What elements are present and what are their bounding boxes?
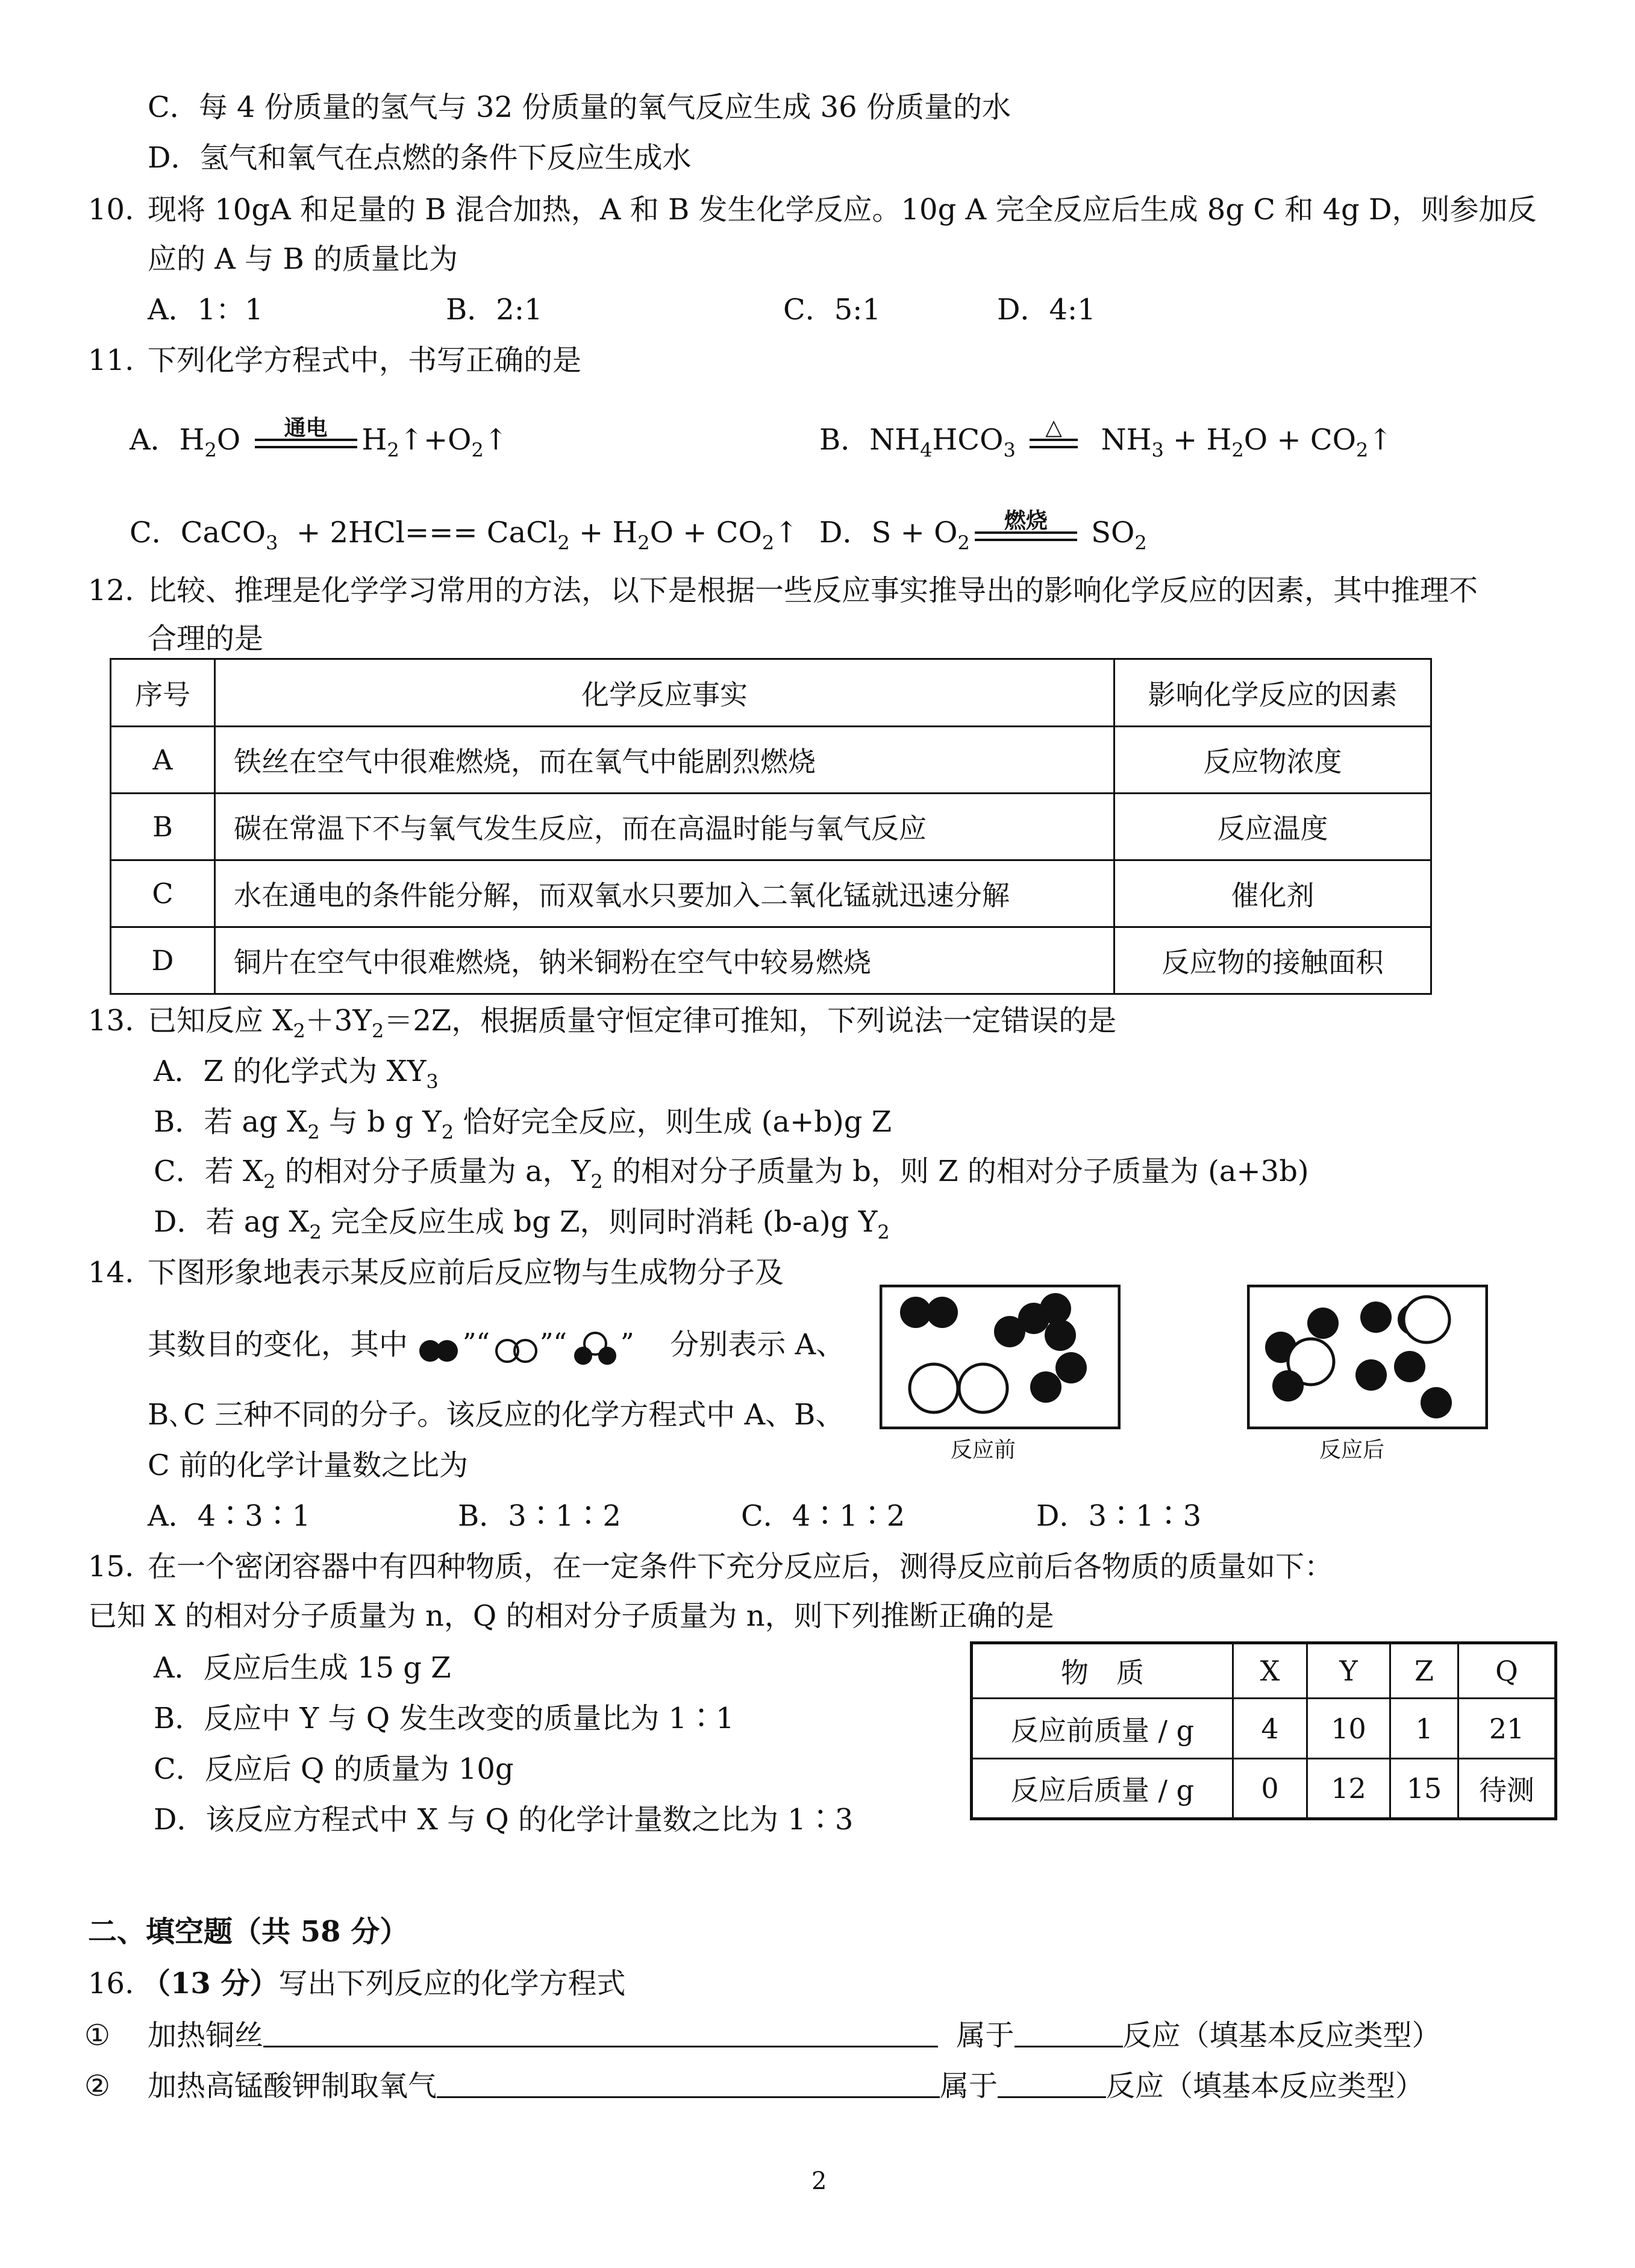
- table-header-row: [972, 1643, 1556, 1699]
- q16-item2: 加热高锰酸钾制取氧气 属于 反应（填基本反应类型）: [148, 2069, 1425, 2103]
- q11-option-c: C．CaCO$_3$ + 2HCl=== CaCl$_2$ + $H_2O$ + $CO_2↑$: [130, 516, 799, 554]
- answer-blank-equation-2[interactable]: [437, 2070, 940, 2098]
- table-cell: C: [111, 860, 215, 927]
- q15-option-d: D．该反应方程式中 X 与 Q 的化学计量数之比为 1∶3: [154, 1803, 854, 1837]
- q13-stem: 已知反应 $X_2+3Y_2=2Z$，根据质量守恒定律可推知，下列说法一定错误的是: [148, 1004, 1117, 1042]
- q13-option-d: D．若 ag $X_2$ 完全反应生成 bg Z，则同时消耗 (b-a)g $Y_2$: [154, 1205, 890, 1244]
- table-cell: 15: [1390, 1759, 1458, 1819]
- q13-option-b: B．若 ag $X_2$ 与 b g $Y_2$ 恰好完全反应，则生成 (a+b)g Z: [154, 1105, 892, 1144]
- q14-stem-line1: 下图形象地表示某反应前后反应物与生成物分子及: [148, 1256, 784, 1289]
- table-cell: 12: [1307, 1759, 1390, 1819]
- table-cell: 反应温度: [1114, 794, 1431, 860]
- q14-stem-line3: B､C 三种不同的分子。该反应的化学方程式中 A、B、: [148, 1398, 845, 1432]
- q12-table: [110, 658, 1432, 995]
- q14-option-d: D．3∶1∶3: [1036, 1499, 1202, 1533]
- q10-option-c: C．5:1: [783, 293, 881, 327]
- table-cell: 水在通电的条件能分解，而双氧水只要加入二氧化锰就迅速分解: [215, 860, 1114, 927]
- after-reaction-label: 反应后: [1319, 1438, 1385, 1462]
- table-header: 序号: [111, 659, 215, 727]
- table-header: 影响化学反应的因素: [1114, 659, 1431, 727]
- q9-option-d: D．氢气和氧气在点燃的条件下反应生成水: [148, 141, 692, 175]
- q14-option-a: A．4∶3∶1: [148, 1499, 311, 1533]
- q15-stem-line1: 在一个密闭容器中有四种物质，在一定条件下充分反应后，测得反应前后各物质的质量如下：: [148, 1550, 1334, 1584]
- table-header: 化学反应事实: [215, 659, 1114, 727]
- after-reaction-diagram: [1247, 1285, 1488, 1429]
- q15-stem-line2: 已知 X 的相对分子质量为 n，Q 的相对分子质量为 n，则下列推断正确的是: [88, 1599, 1054, 1633]
- reaction-condition-arrow: 通电: [255, 430, 357, 454]
- table-header: Y: [1307, 1643, 1390, 1699]
- table-row: [111, 727, 1431, 794]
- section-title: 二、填空题（共 58 分）: [88, 1915, 409, 1949]
- q14-stem-line2: 其数目的变化，其中 ”“ ”“ ” 分别表示 A、: [148, 1326, 845, 1368]
- before-reaction-diagram: [880, 1285, 1121, 1429]
- q11-option-b: B．$NH_4HCO_3$ △ $NH_3 + H_2O$ + $CO_2↑$: [819, 415, 1393, 462]
- table-row: [111, 927, 1431, 994]
- q10-stem-line1: 现将 10gA 和足量的 B 混合加热，A 和 B 发生化学反应。10g A 完全反应后生成 8g C 和 4g D，则参加反: [148, 193, 1537, 227]
- svg-text:”: ”: [621, 1328, 634, 1359]
- svg-text:”“: ”“: [463, 1328, 490, 1359]
- table-cell: 反应后质量 / g: [972, 1759, 1233, 1819]
- table-cell: D: [111, 927, 215, 994]
- table-row: [972, 1699, 1556, 1759]
- q13-option-c: C．若 $X_2$ 的相对分子质量为 a，$Y_2$ 的相对分子质量为 b，则 Z 的相对分子质量为 (a+3b): [154, 1154, 1309, 1193]
- q11-number: 11.: [88, 343, 134, 377]
- table-header: 物 质: [972, 1643, 1233, 1699]
- q14-number: 14.: [88, 1256, 134, 1289]
- q13-option-a: A．Z 的化学式为 $XY_3$: [154, 1054, 439, 1093]
- q15-option-c: C．反应后 Q 的质量为 10g: [154, 1752, 514, 1786]
- answer-blank-type-2[interactable]: [998, 2070, 1106, 2098]
- table-cell: 碳在常温下不与氧气发生反应，而在高温时能与氧气反应: [215, 794, 1114, 860]
- q16-item1-mark: ①: [84, 2019, 111, 2052]
- q15-number: 15.: [88, 1550, 134, 1584]
- q10-option-b: B．2:1: [446, 293, 543, 327]
- table-header-row: [111, 659, 1431, 727]
- q15-option-a: A．反应后生成 15 g Z: [154, 1651, 451, 1685]
- q16-number: 16.: [88, 1967, 134, 2000]
- q11-stem: 下列化学方程式中，书写正确的是: [148, 343, 582, 377]
- table-cell: 21: [1458, 1699, 1556, 1759]
- table-cell: A: [111, 727, 215, 794]
- q14-option-b: B．3∶1∶2: [458, 1499, 621, 1533]
- q16-item1: 加热铜丝 属于 反应（填基本反应类型）: [148, 2019, 1441, 2052]
- answer-blank-type-1[interactable]: [1014, 2019, 1123, 2047]
- table-header: Q: [1458, 1643, 1556, 1699]
- reaction-condition-arrow: 燃烧: [975, 523, 1077, 547]
- table-cell: B: [111, 794, 215, 860]
- q10-number: 10.: [88, 193, 134, 227]
- table-cell: 1: [1390, 1699, 1458, 1759]
- q12-number: 12.: [88, 574, 134, 607]
- q10-option-a: A．1：1: [148, 293, 263, 327]
- q12-stem-line2: 合理的是: [148, 622, 264, 656]
- q11-option-a: A．$H_2O$ 通电 $H_2↑+O_2↑$: [130, 415, 508, 462]
- reaction-condition-arrow: △: [1030, 430, 1078, 454]
- q16-stem: （13 分）写出下列反应的化学方程式: [142, 1967, 626, 2000]
- q10-option-d: D．4:1: [997, 293, 1096, 327]
- table-row: [111, 860, 1431, 927]
- table-row: [972, 1759, 1556, 1819]
- table-header: X: [1233, 1643, 1307, 1699]
- q13-number: 13.: [88, 1004, 134, 1038]
- table-header: Z: [1390, 1643, 1458, 1699]
- svg-text:”“: ”“: [540, 1328, 567, 1359]
- q11-option-d: D．$S + O_2$ 燃烧 $SO_2$: [819, 507, 1147, 554]
- table-cell: 4: [1233, 1699, 1307, 1759]
- table-cell: 铜片在空气中很难燃烧，钠米铜粉在空气中较易燃烧: [215, 927, 1114, 994]
- table-row: [111, 794, 1431, 860]
- q10-stem-line2: 应的 A 与 B 的质量比为: [148, 242, 458, 276]
- table-cell: 铁丝在空气中很难燃烧，而在氧气中能剧烈燃烧: [215, 727, 1114, 794]
- q12-stem-line1: 比较、推理是化学学习常用的方法，以下是根据一些反应事实推导出的影响化学反应的因素，其中推理不: [148, 574, 1478, 607]
- table-cell: 反应物浓度: [1114, 727, 1431, 794]
- q16-points: （13 分）: [142, 1967, 279, 2000]
- q14-option-c: C．4∶1∶2: [741, 1499, 905, 1533]
- q16-item2-mark: ②: [84, 2069, 111, 2103]
- answer-blank-equation-1[interactable]: [263, 2019, 938, 2047]
- table-cell: 10: [1307, 1699, 1390, 1759]
- q14-stem-line4: C 前的化学计量数之比为: [148, 1449, 468, 1482]
- molecule-legend: [417, 1326, 670, 1368]
- q9-option-c: C．每 4 份质量的氢气与 32 份质量的氧气反应生成 36 份质量的水: [148, 90, 1011, 124]
- before-reaction-label: 反应前: [951, 1438, 1016, 1462]
- page-number: 2: [811, 2167, 827, 2195]
- table-cell: 催化剂: [1114, 860, 1431, 927]
- table-cell: 待测: [1458, 1759, 1556, 1819]
- table-cell: 反应物的接触面积: [1114, 927, 1431, 994]
- q15-option-b: B．反应中 Y 与 Q 发生改变的质量比为 1∶1: [154, 1702, 734, 1735]
- table-cell: 反应前质量 / g: [972, 1699, 1233, 1759]
- table-cell: 0: [1233, 1759, 1307, 1819]
- q15-table: [970, 1641, 1557, 1820]
